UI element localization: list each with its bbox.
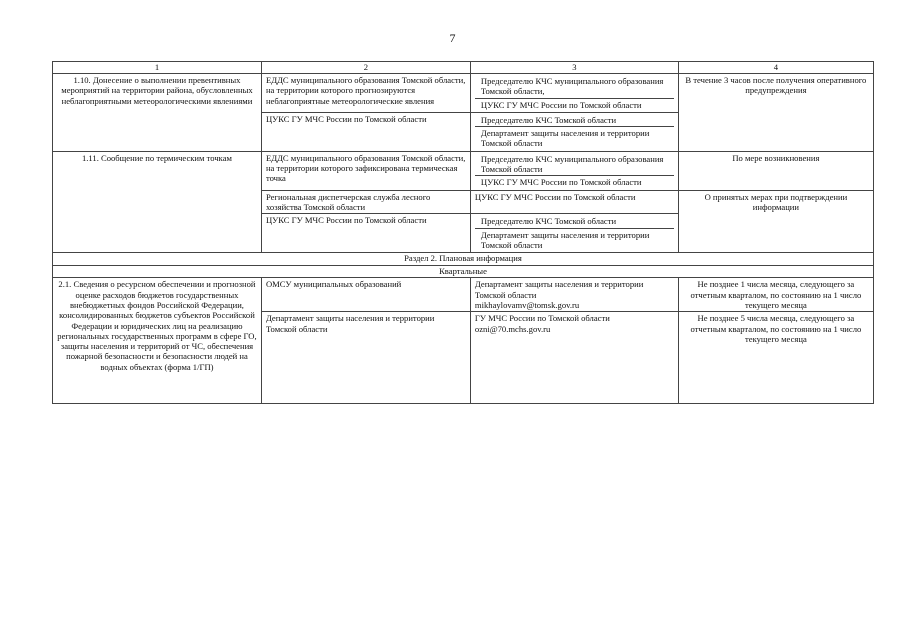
report-name: 1.11. Сообщение по термическим точкам: [53, 151, 262, 252]
deadline-cell: В течение 3 часов после получения оперативного предупреждения: [678, 74, 873, 152]
recipient: Председателю КЧС Томской области: [475, 114, 674, 127]
table-row: [53, 151, 874, 190]
recipients-cell: [470, 214, 678, 253]
recipient-name: ГУ МЧС России по Томской области: [474, 313, 610, 324]
recipient: Председателю КЧС муниципального образования Томской области,: [475, 75, 674, 99]
recipient-email: mikhaylovamv@tomsk.gov.ru: [474, 299, 580, 310]
recipient: Департамент защиты населения и территории Томской области: [480, 229, 650, 250]
recipient: [470, 278, 678, 312]
source-cell: Департамент защиты населения и территории Томской области: [261, 312, 470, 404]
report-name: 1.10. Донесение о выполнении превентивных мероприятий на территории района, обусловленных неблагоприятными метеорологическими явлениями: [53, 74, 262, 152]
table-row: [53, 74, 874, 113]
table-row: [53, 278, 874, 312]
report-name: 2.1. Сведения о ресурсном обеспечении и прогнозной оценке расходов бюджетов государственных внебюджетных фондов Российской Федерации, консолидированных бюджетов субъектов Российской Федерации и юридических лиц на реализацию региональных государственных программ в сфере ГО, защиты населения и территорий от ЧС, обеспечения пожарной безопасности и безопасности людей на водных объектах (форма 1/ГП): [53, 278, 262, 404]
subsection-title: Квартальные: [53, 265, 874, 278]
deadline-cell: О принятых мерах при подтверждении информации: [678, 190, 873, 252]
reporting-table: [52, 61, 874, 404]
recipients-cell: [470, 151, 678, 190]
source-cell: ЕДДС муниципального образования Томской области, на территории которого прогнозируются неблагоприятные метеорологические явления: [261, 74, 470, 113]
deadline-cell: Не позднее 1 числа месяца, следующего за отчетным кварталом, по состоянию на 1 число текущего месяца: [678, 278, 873, 312]
recipient-email: ozni@70.mchs.gov.ru: [474, 323, 551, 334]
recipients-cell: [470, 112, 678, 151]
recipient: ЦУКС ГУ МЧС России по Томской области: [470, 190, 678, 214]
source-cell: Региональная диспетчерская служба лесного хозяйства Томской области: [261, 190, 470, 214]
recipient-name: Департамент защиты населения и территории Томской области: [474, 279, 644, 300]
section-row: [53, 265, 874, 278]
section-row: [53, 253, 874, 266]
recipient: Председателю КЧС Томской области: [475, 215, 674, 228]
section-title: Раздел 2. Плановая информация: [53, 253, 874, 266]
deadline-cell: По мере возникновения: [678, 151, 873, 190]
source-cell: ОМСУ муниципальных образований: [261, 278, 470, 312]
column-header-3: 3: [470, 62, 678, 74]
recipient: ЦУКС ГУ МЧС России по Томской области: [480, 99, 642, 110]
deadline-cell: Не позднее 5 числа месяца, следующего за отчетным кварталом, по состоянию на 1 число текущего месяца: [678, 312, 873, 404]
source-cell: ЦУКС ГУ МЧС России по Томской области: [261, 214, 470, 253]
column-header-4: 4: [678, 62, 873, 74]
source-cell: ЕДДС муниципального образования Томской области, на территории которого зафиксирована термическая точка: [261, 151, 470, 190]
column-header-2: 2: [261, 62, 470, 74]
recipient: [470, 312, 678, 404]
recipient: ЦУКС ГУ МЧС России по Томской области: [480, 177, 642, 188]
recipient: Председателю КЧС муниципального образования Томской области: [475, 153, 674, 177]
column-header-1: 1: [53, 62, 262, 74]
recipient: Департамент защиты населения и территории Томской области: [480, 128, 650, 149]
recipients-cell: [470, 74, 678, 113]
header-row: [53, 62, 874, 74]
source-cell: ЦУКС ГУ МЧС России по Томской области: [261, 112, 470, 151]
page-number: 7: [449, 31, 456, 45]
